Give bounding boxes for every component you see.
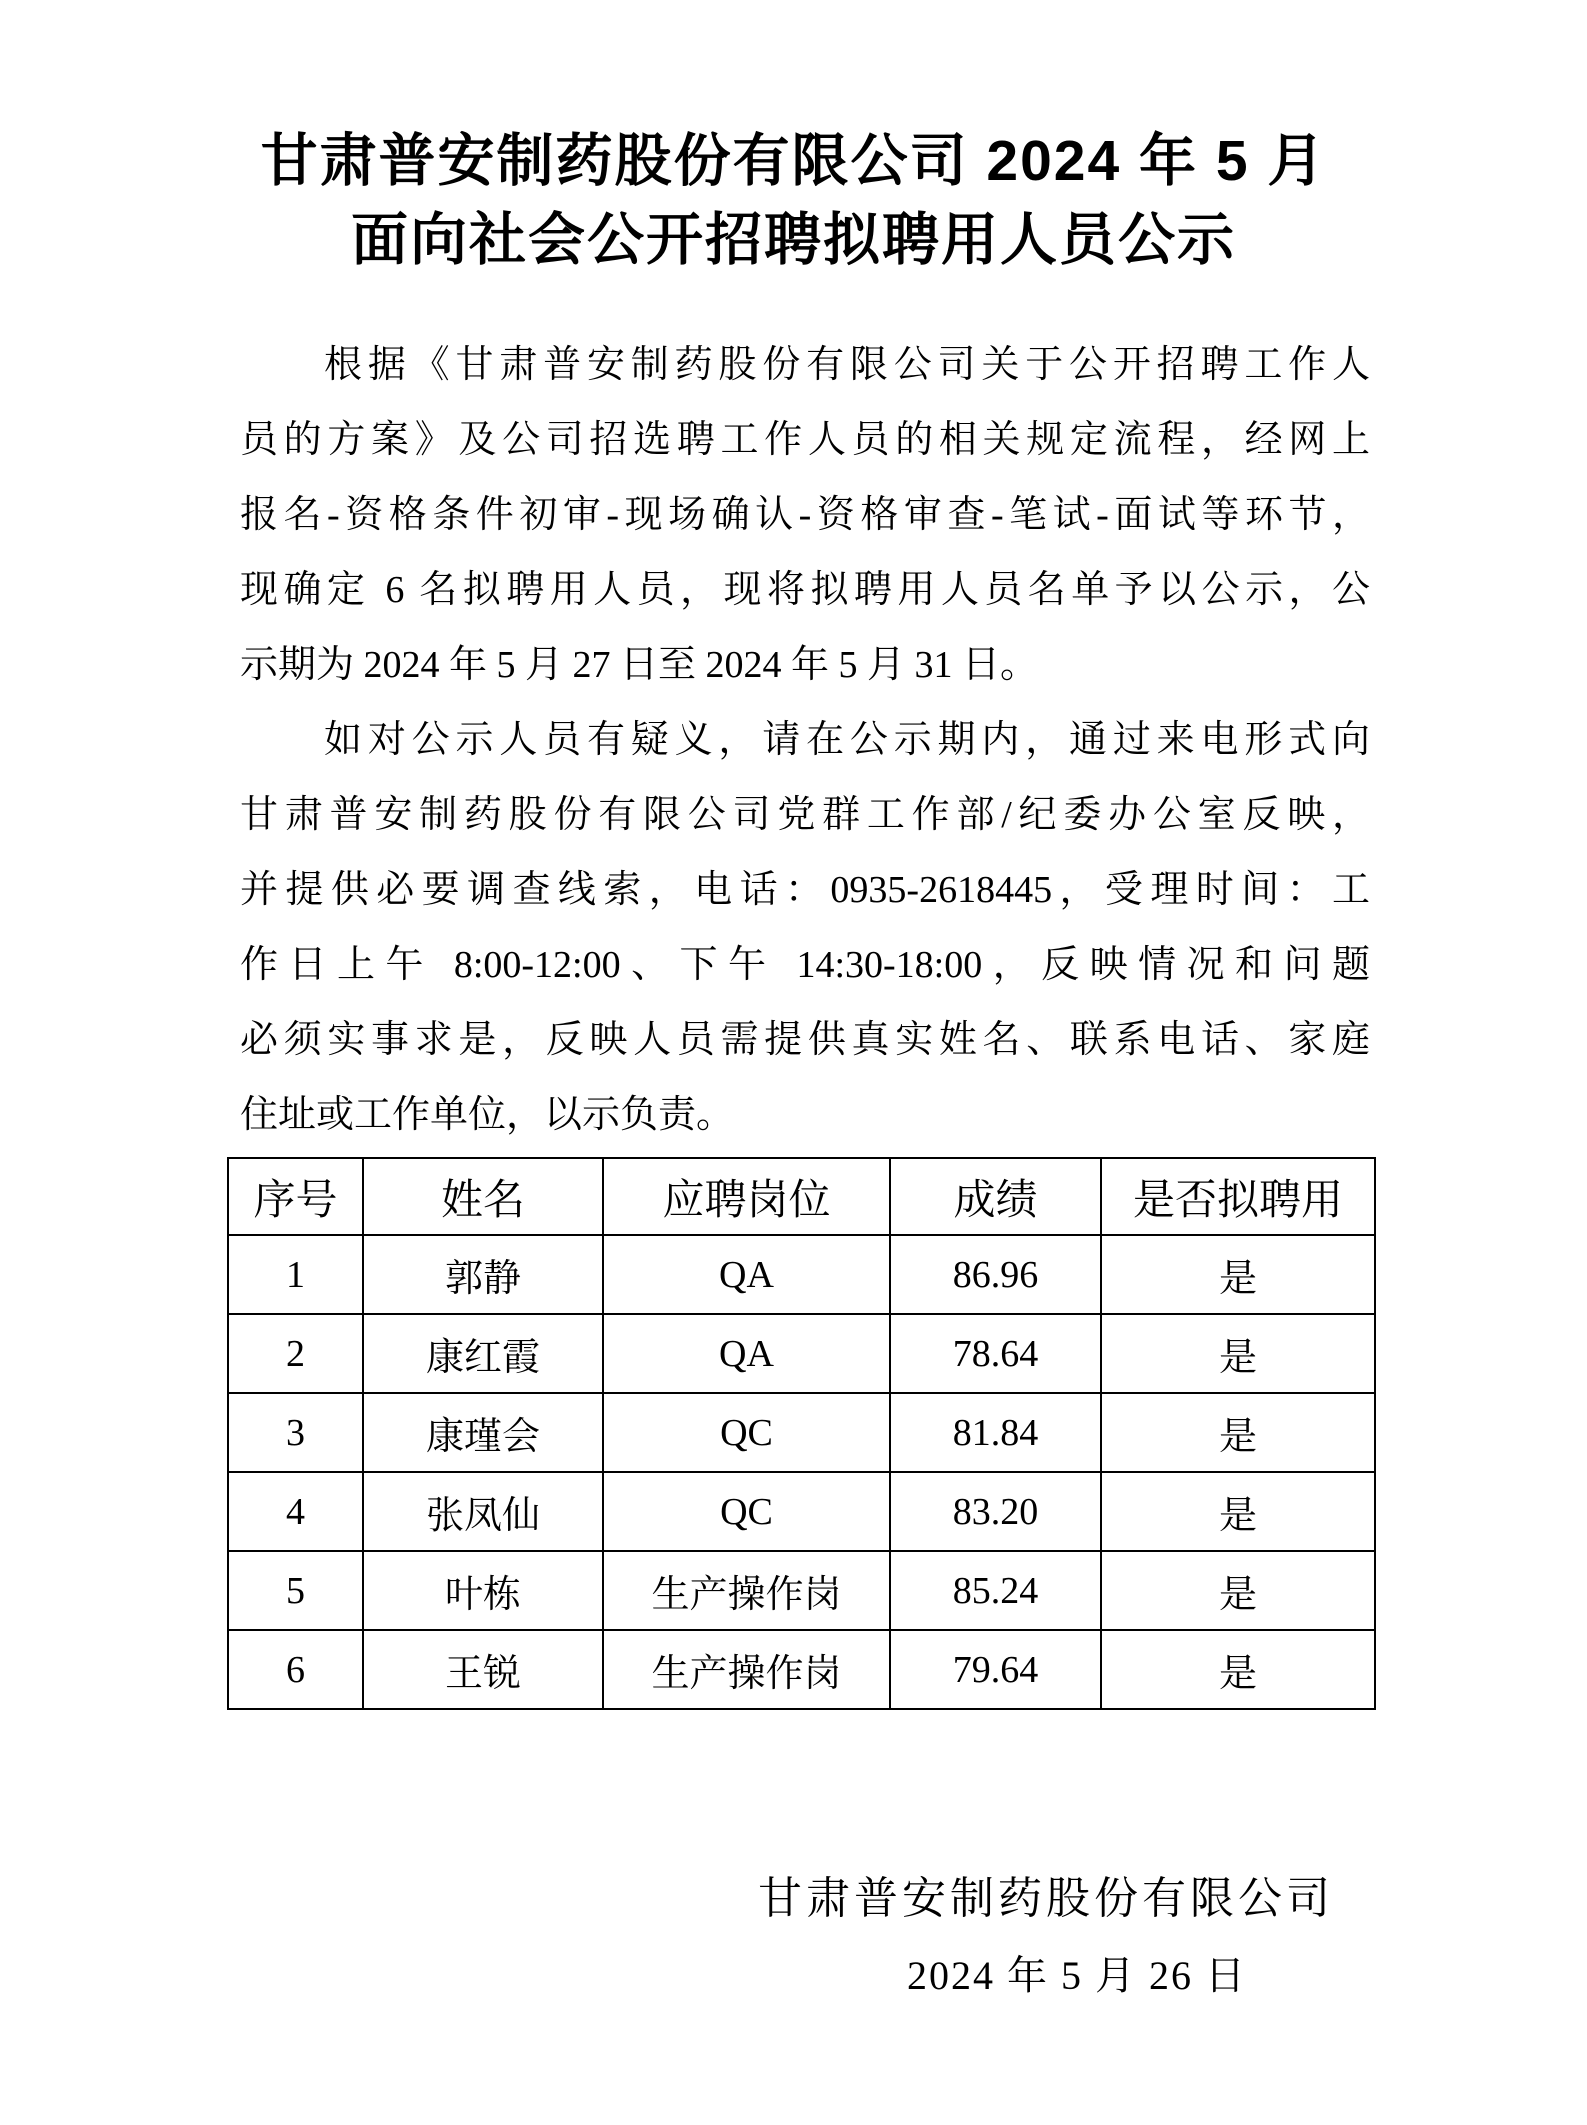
paragraph-1-line-3: 报名-资格条件初审-现场确认-资格审查-笔试-面试等环节， — [240, 494, 1370, 536]
cell-position: QC — [603, 1393, 890, 1472]
paragraph-2 — [240, 703, 1370, 1153]
table-row — [228, 1235, 1375, 1314]
cell-score: 86.96 — [890, 1235, 1101, 1314]
cell-hired: 是 — [1101, 1551, 1375, 1630]
column-header-position: 应聘岗位 — [603, 1158, 890, 1235]
cell-score: 79.64 — [890, 1630, 1101, 1709]
title-line-1: 甘肃普安制药股份有限公司 2024 年 5 月 — [260, 129, 1327, 193]
paragraph-1-line-1: 根据《甘肃普安制药股份有限公司关于公开招聘工作人 — [324, 344, 1370, 386]
column-header-hired: 是否拟聘用 — [1101, 1158, 1375, 1235]
table-row — [228, 1314, 1375, 1393]
cell-score: 81.84 — [890, 1393, 1101, 1472]
cell-name: 王锐 — [363, 1630, 603, 1709]
cell-name: 叶栋 — [363, 1551, 603, 1630]
cell-name: 康瑾会 — [363, 1393, 603, 1472]
cell-name: 康红霞 — [363, 1314, 603, 1393]
cell-hired: 是 — [1101, 1235, 1375, 1314]
paragraph-1-line-5: 示期为 2024 年 5 月 27 日至 2024 年 5 月 31 日。 — [240, 644, 1039, 686]
cell-index: 5 — [228, 1551, 363, 1630]
table-row — [228, 1393, 1375, 1472]
table-header-row — [228, 1158, 1375, 1235]
paragraph-2-line-1: 如对公示人员有疑义，请在公示期内，通过来电形式向 — [324, 719, 1370, 761]
cell-index: 1 — [228, 1235, 363, 1314]
cell-index: 6 — [228, 1630, 363, 1709]
document-body — [240, 328, 1370, 2006]
signature-block — [240, 1868, 1370, 2006]
column-header-score: 成绩 — [890, 1158, 1101, 1235]
document-title — [0, 0, 1587, 280]
candidates-table — [227, 1157, 1376, 1710]
cell-name: 郭静 — [363, 1235, 603, 1314]
paragraph-2-line-3: 并提供必要调查线索，电话：0935-2618445，受理时间：工 — [240, 869, 1370, 911]
cell-hired: 是 — [1101, 1630, 1375, 1709]
paragraph-2-line-5: 必须实事求是，反映人员需提供真实姓名、联系电话、家庭 — [240, 1019, 1370, 1061]
cell-score: 78.64 — [890, 1314, 1101, 1393]
table-row — [228, 1472, 1375, 1551]
cell-index: 3 — [228, 1393, 363, 1472]
cell-position: QA — [603, 1314, 890, 1393]
cell-score: 85.24 — [890, 1551, 1101, 1630]
column-header-index: 序号 — [228, 1158, 363, 1235]
paragraph-2-line-6: 住址或工作单位，以示负责。 — [240, 1094, 735, 1136]
cell-position: 生产操作岗 — [603, 1630, 890, 1709]
cell-position: QC — [603, 1472, 890, 1551]
paragraph-1 — [240, 328, 1370, 703]
table-row — [228, 1551, 1375, 1630]
paragraph-2-line-2: 甘肃普安制药股份有限公司党群工作部/纪委办公室反映， — [240, 794, 1370, 836]
cell-score: 83.20 — [890, 1472, 1101, 1551]
cell-name: 张凤仙 — [363, 1472, 603, 1551]
signature-company: 甘肃普安制药股份有限公司 — [758, 1874, 1334, 1923]
paragraph-1-line-4: 现确定 6 名拟聘用人员，现将拟聘用人员名单予以公示，公 — [240, 569, 1370, 611]
cell-hired: 是 — [1101, 1393, 1375, 1472]
cell-hired: 是 — [1101, 1472, 1375, 1551]
title-line-2: 面向社会公开招聘拟聘用人员公示 — [351, 208, 1236, 272]
cell-position: 生产操作岗 — [603, 1551, 890, 1630]
cell-position: QA — [603, 1235, 890, 1314]
paragraph-2-line-4: 作日上午 8:00-12:00、下午 14:30-18:00，反映情况和问题 — [240, 944, 1370, 986]
signature-date: 2024 年 5 月 26 日 — [907, 1953, 1247, 1998]
cell-index: 4 — [228, 1472, 363, 1551]
cell-hired: 是 — [1101, 1314, 1375, 1393]
column-header-name: 姓名 — [363, 1158, 603, 1235]
paragraph-1-line-2: 员的方案》及公司招选聘工作人员的相关规定流程，经网上 — [240, 419, 1370, 461]
cell-index: 2 — [228, 1314, 363, 1393]
table-row — [228, 1630, 1375, 1709]
